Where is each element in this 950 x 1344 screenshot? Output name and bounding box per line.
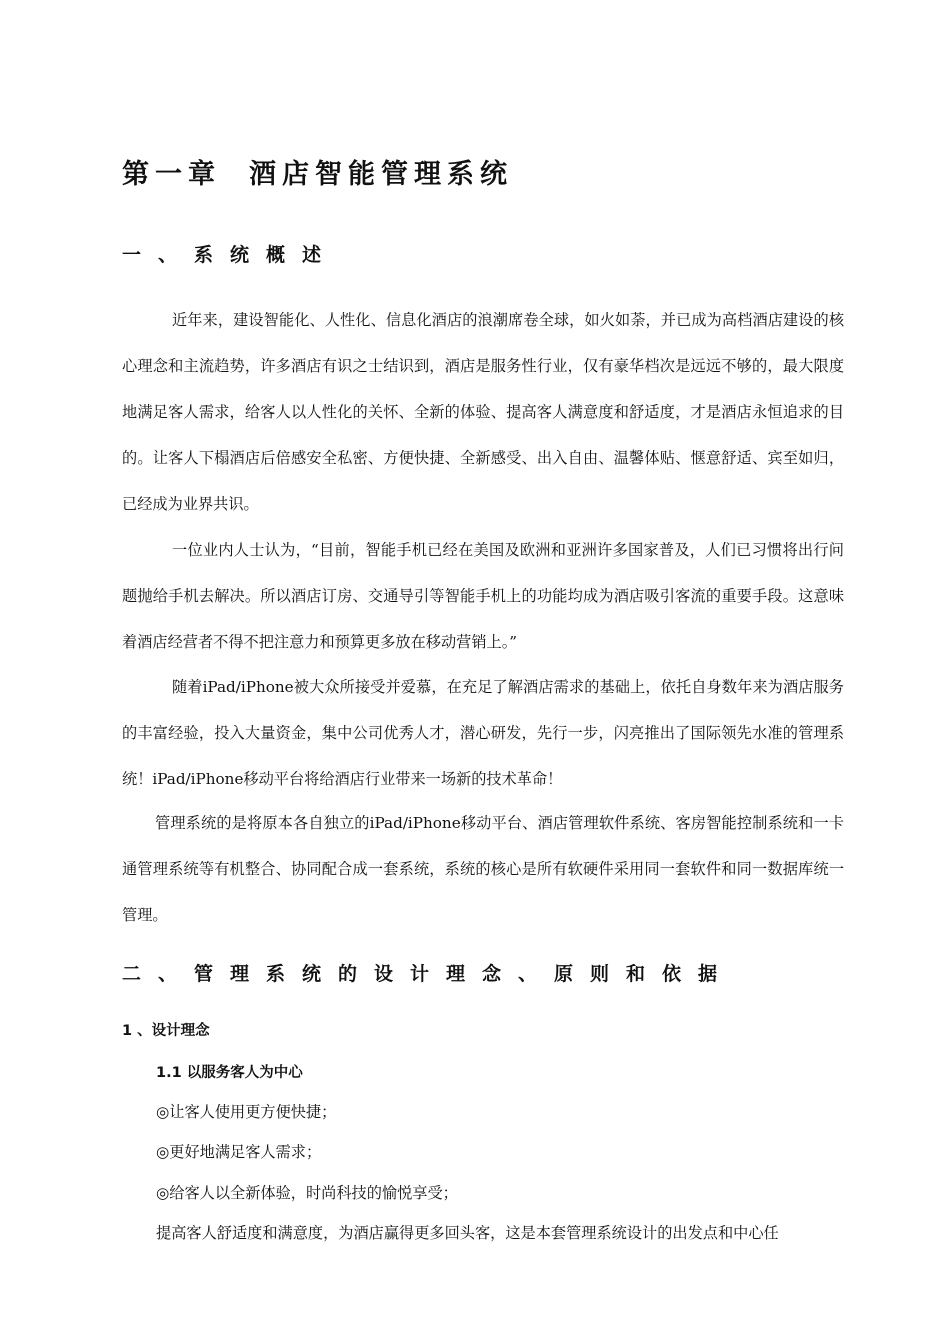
list-item: ◎更好地满足客人需求； <box>156 1143 322 1161</box>
paragraph-quote: 一位业内人士认为，“目前，智能手机已经在美国及欧洲和亚洲许多国家普及，人们已习惯将出行问题抛给手机去解决。所以酒店订房、交通导引等智能手机上的功能均成为酒店吸引客流的重要手段。这意味着酒店经营者不得不把注意力和预算更多放在移动营销上。” <box>122 541 844 651</box>
paragraph-ipad: 随着iPad/iPhone被大众所接受并爱慕，在充足了解酒店需求的基础上，依托自身数年来为酒店服务的丰富经验，投入大量资金，集中公司优秀人才，潜心研发，先行一步，闪亮推出了国际领先水准的管理系统！iPad/iPhone移动平台将给酒店行业带来一场新的技术革命！ <box>122 678 844 788</box>
list-item: ◎给客人以全新体验，时尚科技的愉悦享受； <box>156 1184 458 1202</box>
chapter-name: 酒店智能管理系统 <box>249 159 513 190</box>
section-heading-design: 二、管理系统的设计理念、原则和依据 <box>122 963 735 985</box>
chapter-number: 第一章 <box>122 159 221 190</box>
section-heading-overview: 一、系统概述 <box>122 244 339 266</box>
paragraph-intro: 近年来，建设智能化、人性化、信息化酒店的浪潮席卷全球，如火如荼，并已成为高档酒店建设的核心理念和主流趋势，许多酒店有识之士结识到，酒店是服务性行业，仅有豪华档次是远远不够的，最大限度地满足客人需求，给客人以人性化的关怀、全新的体验、提高客人满意度和舒适度，才是酒店永恒追求的目的。让客人下榻酒店后倍感安全私密、方便快捷、全新感受、出入自由、温馨体贴、惬意舒适、宾至如归，已经成为业界共识。 <box>122 311 844 513</box>
paragraph-system: 管理系统的是将原本各自独立的iPad/iPhone移动平台、酒店管理软件系统、客房智能控制系统和一卡通管理系统等有机整合、协同配合成一套系统，系统的核心是所有软硬件采用同一套软件和同一数据库统一管理。 <box>122 814 844 924</box>
chapter-title <box>122 152 513 191</box>
subheading-design-concept: 1 、设计理念 <box>122 1023 210 1039</box>
subheading-guest-centered: 1.1 以服务客人为中心 <box>156 1065 303 1081</box>
list-item: ◎让客人使用更方便快捷； <box>156 1103 337 1121</box>
closing-line: 提高客人舒适度和满意度，为酒店赢得更多回头客，这是本套管理系统设计的出发点和中心任 <box>156 1224 779 1242</box>
